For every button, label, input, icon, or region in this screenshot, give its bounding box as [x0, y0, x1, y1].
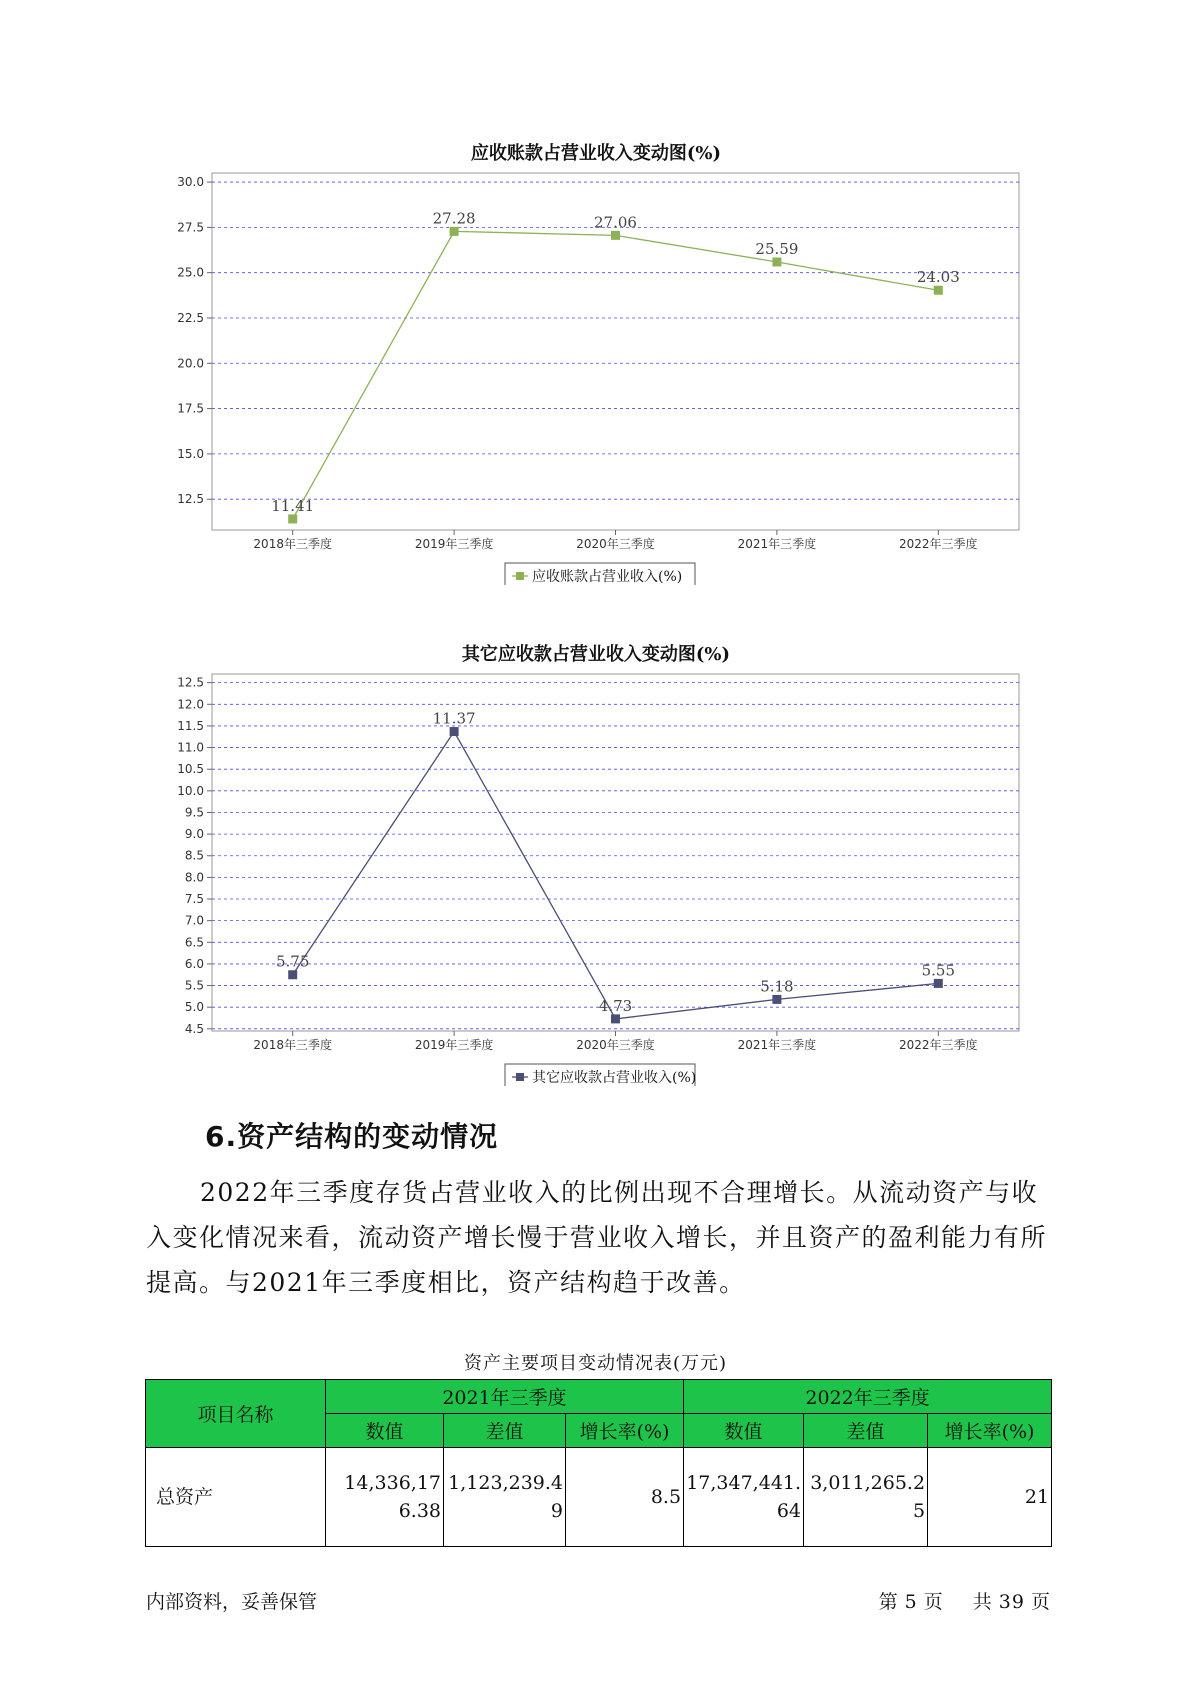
total-unit: 页 — [1030, 1591, 1051, 1613]
data-point — [288, 514, 297, 523]
data-label: 5.75 — [275, 952, 310, 971]
x-tick-label: 2022年三季度 — [899, 1038, 978, 1052]
cell-diff-2021: 1,123,239.49 — [444, 1448, 566, 1547]
y-tick-label: 25.0 — [177, 265, 204, 280]
y-tick-label: 6.5 — [184, 935, 204, 950]
footer-page-number — [873, 1587, 1051, 1614]
chart-title: 其它应收款占营业收入变动图(%) — [461, 644, 731, 665]
x-tick-label: 2018年三季度 — [253, 537, 332, 551]
cell-growth-2021: 8.5 — [566, 1448, 684, 1547]
plot-area — [212, 674, 1019, 1031]
x-tick-label: 2021年三季度 — [737, 537, 817, 551]
data-label: 5.18 — [760, 977, 794, 996]
data-label: 27.28 — [432, 209, 476, 228]
data-point — [934, 979, 943, 988]
y-tick-label: 12.5 — [177, 675, 204, 690]
receivables-chart — [0, 125, 1191, 585]
y-tick-label: 7.0 — [184, 913, 204, 928]
data-point — [450, 727, 459, 736]
legend — [505, 563, 695, 585]
data-point — [450, 227, 459, 236]
y-tick-label: 10.0 — [177, 783, 204, 798]
y-tick-label: 20.0 — [177, 356, 204, 371]
y-tick-label: 10.5 — [177, 762, 204, 777]
section-heading: 6.资产结构的变动情况 — [205, 1120, 499, 1153]
subheader-growth-2021: 增长率(%) — [566, 1414, 684, 1448]
cell-growth-2022: 21 — [928, 1448, 1052, 1547]
y-tick-label: 6.0 — [184, 956, 204, 971]
data-label: 11.37 — [432, 709, 476, 728]
data-point — [611, 1014, 620, 1023]
data-point — [288, 970, 297, 979]
data-point — [772, 257, 781, 266]
y-tick-label: 4.5 — [184, 1021, 204, 1036]
x-tick-label: 2021年三季度 — [737, 1038, 817, 1052]
paragraph-text: 2022年三季度存货占营业收入的比例出现不合理增长。从流动资产与收入变化情况来看，流动资产增长慢于营业收入增长，并且资产的盈利能力有所提高。与2021年三季度相比，资产结构趋于改善。 — [146, 1178, 1048, 1297]
x-tick-label: 2022年三季度 — [899, 537, 978, 551]
table-row — [146, 1448, 1052, 1547]
y-tick-label: 22.5 — [177, 310, 204, 325]
data-label: 27.06 — [594, 213, 637, 232]
cell-value-2021: 14,336,176.38 — [326, 1448, 444, 1547]
y-tick-label: 12.0 — [177, 697, 204, 712]
chart-title: 应收账款占营业收入变动图(%) — [470, 143, 722, 164]
y-tick-label: 12.5 — [177, 492, 204, 507]
section-paragraph — [146, 1170, 1051, 1305]
subheader-diff-2021: 差值 — [444, 1414, 566, 1448]
y-tick-label: 7.5 — [184, 892, 204, 907]
data-label: 5.55 — [921, 961, 956, 980]
y-tick-label: 5.5 — [184, 978, 204, 993]
data-point — [611, 231, 620, 240]
y-tick-label: 9.5 — [184, 805, 204, 820]
data-point — [934, 286, 943, 295]
legend-marker — [516, 572, 524, 580]
subheader-value-2021: 数值 — [326, 1414, 444, 1448]
x-tick-label: 2020年三季度 — [576, 1038, 655, 1052]
y-tick-label: 17.5 — [177, 401, 204, 416]
footer-confidential: 内部资料，妥善保管 — [146, 1591, 318, 1613]
legend-label: 应收账款占营业收入(%) — [532, 569, 683, 585]
total-prefix: 共 — [972, 1591, 993, 1613]
x-tick-label: 2020年三季度 — [576, 537, 655, 551]
y-tick-label: 11.0 — [177, 740, 204, 755]
y-tick-label: 15.0 — [177, 446, 204, 461]
y-tick-label: 8.5 — [184, 848, 204, 863]
asset-table — [145, 1379, 1052, 1547]
legend — [505, 1064, 696, 1086]
cell-diff-2022: 3,011,265.25 — [804, 1448, 928, 1547]
data-label: 25.59 — [755, 239, 799, 258]
legend-marker — [516, 1073, 524, 1081]
page-prefix: 第 — [878, 1591, 899, 1613]
page-num: 5 — [904, 1591, 918, 1613]
x-tick-label: 2019年三季度 — [414, 1038, 494, 1052]
row-name: 总资产 — [146, 1448, 326, 1547]
y-tick-label: 8.0 — [184, 870, 204, 885]
y-tick-label: 30.0 — [177, 175, 204, 190]
y-tick-label: 5.0 — [184, 1000, 204, 1015]
x-tick-label: 2018年三季度 — [253, 1038, 332, 1052]
y-tick-label: 9.0 — [184, 827, 204, 842]
total-num: 39 — [998, 1591, 1025, 1613]
legend-label: 其它应收款占营业收入(%) — [532, 1070, 697, 1086]
x-tick-label: 2019年三季度 — [414, 537, 494, 551]
header-period-2021: 2021年三季度 — [326, 1380, 684, 1414]
table-caption: 资产主要项目变动情况表(万元) — [463, 1353, 728, 1374]
other-receivables-chart — [0, 626, 1191, 1086]
data-point — [772, 995, 781, 1004]
y-tick-label: 11.5 — [177, 718, 204, 733]
receivables-chart-svg — [0, 125, 1191, 585]
cell-value-2022: 17,347,441.64 — [684, 1448, 804, 1547]
data-label: 24.03 — [916, 268, 960, 287]
data-label: 4.73 — [598, 996, 633, 1015]
subheader-diff-2022: 差值 — [804, 1414, 928, 1448]
subheader-growth-2022: 增长率(%) — [928, 1414, 1052, 1448]
header-period-2022: 2022年三季度 — [684, 1380, 1052, 1414]
page-unit: 页 — [923, 1591, 944, 1613]
subheader-value-2022: 数值 — [684, 1414, 804, 1448]
other-receivables-chart-svg — [0, 626, 1191, 1086]
header-item-name: 项目名称 — [146, 1380, 326, 1448]
data-label: 11.41 — [271, 496, 315, 515]
y-tick-label: 27.5 — [177, 220, 204, 235]
